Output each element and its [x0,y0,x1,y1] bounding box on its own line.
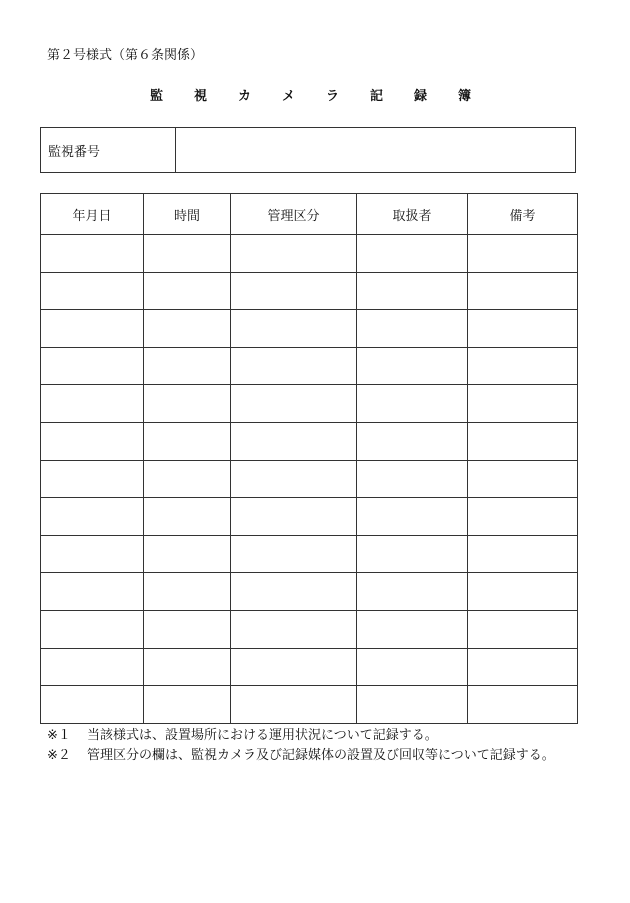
cell-remarks[interactable] [468,235,578,273]
cell-management-category[interactable] [231,686,357,724]
header-remarks: 備考 [468,194,578,235]
cell-date[interactable] [41,535,144,573]
note-item [47,726,555,746]
cell-handler[interactable] [357,535,468,573]
cell-time[interactable] [144,347,231,385]
cell-handler[interactable] [357,422,468,460]
table-row [41,235,578,273]
cell-time[interactable] [144,498,231,536]
monitor-number-label: 監視番号 [41,128,176,172]
table-row [41,310,578,348]
cell-date[interactable] [41,648,144,686]
cell-management-category[interactable] [231,460,357,498]
table-row [41,347,578,385]
record-table [40,193,578,724]
cell-remarks[interactable] [468,347,578,385]
table-header-row [41,194,578,235]
cell-time[interactable] [144,686,231,724]
cell-date[interactable] [41,272,144,310]
cell-handler[interactable] [357,573,468,611]
header-time: 時間 [144,194,231,235]
cell-management-category[interactable] [231,310,357,348]
cell-time[interactable] [144,460,231,498]
header-date: 年月日 [41,194,144,235]
cell-remarks[interactable] [468,648,578,686]
cell-management-category[interactable] [231,535,357,573]
cell-remarks[interactable] [468,460,578,498]
monitor-number-field[interactable] [176,128,575,172]
cell-date[interactable] [41,498,144,536]
cell-remarks[interactable] [468,535,578,573]
cell-management-category[interactable] [231,610,357,648]
cell-date[interactable] [41,573,144,611]
cell-handler[interactable] [357,648,468,686]
cell-time[interactable] [144,385,231,423]
cell-date[interactable] [41,422,144,460]
cell-remarks[interactable] [468,686,578,724]
table-row [41,385,578,423]
table-row [41,648,578,686]
cell-handler[interactable] [357,686,468,724]
cell-time[interactable] [144,610,231,648]
cell-remarks[interactable] [468,610,578,648]
cell-management-category[interactable] [231,385,357,423]
cell-time[interactable] [144,272,231,310]
notes-section [47,726,555,766]
cell-remarks[interactable] [468,573,578,611]
table-row [41,535,578,573]
table-row [41,498,578,536]
form-number-label: 第２号様式（第６条関係） [47,48,204,63]
table-row [41,573,578,611]
cell-remarks[interactable] [468,422,578,460]
record-table-body [41,235,578,724]
cell-handler[interactable] [357,385,468,423]
cell-remarks[interactable] [468,498,578,536]
cell-time[interactable] [144,235,231,273]
cell-management-category[interactable] [231,573,357,611]
cell-date[interactable] [41,235,144,273]
note-item [47,746,555,766]
cell-management-category[interactable] [231,648,357,686]
cell-handler[interactable] [357,272,468,310]
table-row [41,422,578,460]
cell-date[interactable] [41,347,144,385]
cell-handler[interactable] [357,498,468,536]
note-mark: ※１ [47,728,71,743]
cell-time[interactable] [144,535,231,573]
header-handler: 取扱者 [357,194,468,235]
cell-handler[interactable] [357,310,468,348]
table-row [41,610,578,648]
cell-date[interactable] [41,686,144,724]
cell-time[interactable] [144,310,231,348]
table-row [41,686,578,724]
document-title: 監 視 カ メ ラ 記 録 簿 [149,89,480,104]
table-row [41,272,578,310]
header-management-category: 管理区分 [231,194,357,235]
monitor-number-box [40,127,576,173]
cell-handler[interactable] [357,610,468,648]
cell-date[interactable] [41,310,144,348]
note-text: 当該様式は、設置場所における運用状況について記録する。 [87,728,438,743]
note-mark: ※２ [47,748,71,763]
cell-date[interactable] [41,610,144,648]
cell-management-category[interactable] [231,422,357,460]
cell-date[interactable] [41,460,144,498]
cell-handler[interactable] [357,347,468,385]
cell-management-category[interactable] [231,272,357,310]
cell-management-category[interactable] [231,235,357,273]
cell-handler[interactable] [357,235,468,273]
cell-management-category[interactable] [231,498,357,536]
cell-handler[interactable] [357,460,468,498]
cell-time[interactable] [144,648,231,686]
cell-remarks[interactable] [468,310,578,348]
cell-remarks[interactable] [468,272,578,310]
cell-date[interactable] [41,385,144,423]
cell-remarks[interactable] [468,385,578,423]
cell-management-category[interactable] [231,347,357,385]
cell-time[interactable] [144,573,231,611]
table-row [41,460,578,498]
cell-time[interactable] [144,422,231,460]
note-text: 管理区分の欄は、監視カメラ及び記録媒体の設置及び回収等について記録する。 [87,748,555,763]
